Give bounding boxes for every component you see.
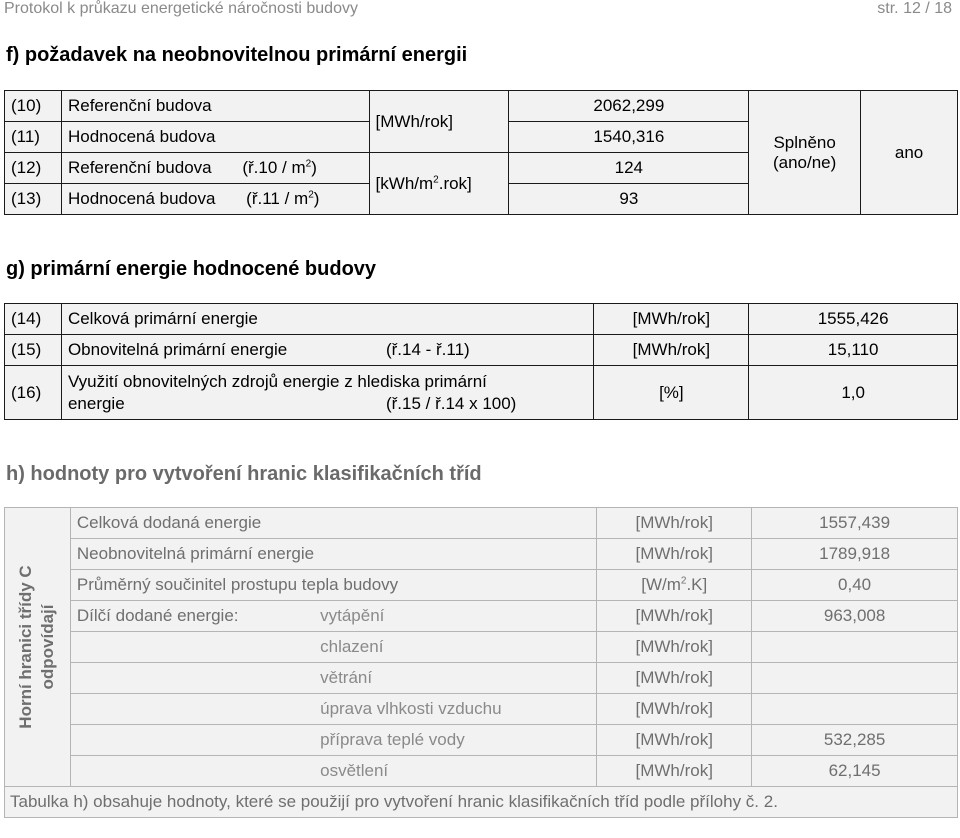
table-footnote: Tabulka h) obsahuje hodnoty, které se použijí pro vytvoření hranic klasifikačních tříd podle přílohy č. 2. <box>5 787 958 818</box>
row-value <box>752 694 958 725</box>
fulfilled-label <box>749 91 861 215</box>
table-g <box>4 303 958 420</box>
row-note <box>242 158 317 177</box>
row-note-close: ) <box>311 158 317 177</box>
row-value: 1789,918 <box>752 539 958 570</box>
row-label <box>70 694 314 725</box>
row-unit: [W/m <box>641 575 681 594</box>
table-row <box>5 508 958 539</box>
row-unit: [MWh/rok] <box>597 756 752 787</box>
row-sub: osvětlení <box>314 756 597 787</box>
unit-cell <box>369 91 509 153</box>
table-f <box>4 90 958 215</box>
row-label: Hodnocená budova <box>67 189 216 208</box>
row-label: Hodnocená budova <box>61 122 369 153</box>
row-label: Dílčí dodané energie: <box>70 601 314 632</box>
unit-kwh-b: .rok] <box>438 173 472 193</box>
row-unit: [MWh/rok] <box>597 539 752 570</box>
row-unit: [MWh/rok] <box>597 632 752 663</box>
row-label <box>70 663 314 694</box>
row-unit: [MWh/rok] <box>597 663 752 694</box>
row-unit: [MWh/rok] <box>594 335 749 366</box>
fulfilled-label-line1: Splněno <box>773 132 836 152</box>
row-label: Obnovitelná primární energie <box>67 340 288 359</box>
unit-label: [MWh/rok] <box>375 111 453 131</box>
row-note-text: (ř.10 / m <box>242 158 306 177</box>
section-h-title: h) hodnoty pro vytvoření hranic klasifikačních tříd <box>6 463 482 485</box>
row-label: Celková primární energie <box>61 304 594 335</box>
table-row <box>5 601 958 632</box>
unit-cell <box>369 153 509 215</box>
row-sub: chlazení <box>314 632 597 663</box>
row-sub: úprava vlhkosti vzduchu <box>314 694 597 725</box>
fulfilled-value: ano <box>861 91 958 215</box>
row-id: (11) <box>5 122 62 153</box>
table-h <box>4 507 958 818</box>
unit-kwh-sup: 2 <box>433 173 439 185</box>
section-g-title: g) primární energie hodnocené budovy <box>6 258 377 280</box>
row-sub: vytápění <box>314 601 597 632</box>
table-row <box>5 304 958 335</box>
row-value: 1555,426 <box>749 304 958 335</box>
row-value: 93 <box>509 184 749 215</box>
row-label: Průměrný součinitel prostupu tepla budovy <box>70 570 596 601</box>
row-value: 1557,439 <box>752 508 958 539</box>
row-value: 62,145 <box>752 756 958 787</box>
row-label-cell <box>61 335 594 366</box>
row-sub: příprava teplé vody <box>314 725 597 756</box>
row-value: 124 <box>509 153 749 184</box>
table-row <box>5 787 958 818</box>
row-label-cell <box>61 153 369 184</box>
side-label <box>5 508 71 787</box>
row-label: Celková dodaná energie <box>70 508 596 539</box>
side-label-line2: odpovídají <box>38 604 58 690</box>
row-note-sup: 2 <box>305 158 312 170</box>
table-row <box>5 725 958 756</box>
row-value: 2062,299 <box>509 91 749 122</box>
row-label: Využití obnovitelných zdrojů energie z hlediska primární <box>67 371 487 391</box>
table-row <box>5 694 958 725</box>
table-row <box>5 91 958 122</box>
row-note-sup: 2 <box>308 189 314 201</box>
row-note: (ř.15 / ř.14 x 100) <box>385 393 517 413</box>
row-note <box>246 189 319 208</box>
row-unit: [MWh/rok] <box>597 601 752 632</box>
row-unit-cell <box>597 570 752 601</box>
row-unit: [MWh/rok] <box>597 694 752 725</box>
row-unit: [%] <box>594 366 749 420</box>
row-id: (16) <box>5 366 62 420</box>
row-value: 1,0 <box>749 366 958 420</box>
row-unit: [MWh/rok] <box>597 508 752 539</box>
row-id: (13) <box>5 184 62 215</box>
row-id: (14) <box>5 304 62 335</box>
document-title: Protokol k průkazu energetické náročnosti budovy <box>4 0 358 17</box>
page-number: str. 12 / 18 <box>877 0 952 17</box>
table-row <box>5 663 958 694</box>
table-row <box>5 756 958 787</box>
row-label: Neobnovitelná primární energie <box>70 539 596 570</box>
row-value: 532,285 <box>752 725 958 756</box>
row-label <box>70 756 314 787</box>
unit-kwh-a: [kWh/m <box>375 173 434 193</box>
table-row <box>5 570 958 601</box>
row-label: Referenční budova <box>61 91 369 122</box>
row-value: 963,008 <box>752 601 958 632</box>
row-note: (ř.14 - ř.11) <box>385 340 470 359</box>
row-note-text: (ř.11 / m <box>246 189 309 208</box>
row-label-cell <box>61 366 594 420</box>
table-row <box>5 366 958 420</box>
side-label-line1: Horní hranici třídy C <box>16 565 36 729</box>
table-row <box>5 632 958 663</box>
row-label <box>70 632 314 663</box>
row-value: 0,40 <box>752 570 958 601</box>
row-value: 15,110 <box>749 335 958 366</box>
row-label-cell <box>61 184 369 215</box>
table-row <box>5 335 958 366</box>
row-note-close: ) <box>313 189 320 208</box>
row-unit-sup: 2 <box>680 575 687 587</box>
row-value: 1540,316 <box>509 122 749 153</box>
row-id: (12) <box>5 153 62 184</box>
row-label: Referenční budova <box>67 158 212 177</box>
row-id: (10) <box>5 91 62 122</box>
row-label-line2: energie <box>67 393 125 413</box>
row-unit: [MWh/rok] <box>597 725 752 756</box>
row-label <box>70 725 314 756</box>
row-value <box>752 632 958 663</box>
row-value <box>752 663 958 694</box>
row-id: (15) <box>5 335 62 366</box>
row-sub: větrání <box>314 663 597 694</box>
row-unit-tail: .K] <box>686 575 708 594</box>
row-unit: [MWh/rok] <box>594 304 749 335</box>
section-f-title: f) požadavek na neobnovitelnou primární energii <box>6 44 468 66</box>
table-row <box>5 539 958 570</box>
fulfilled-label-line2: (ano/ne) <box>772 152 837 172</box>
